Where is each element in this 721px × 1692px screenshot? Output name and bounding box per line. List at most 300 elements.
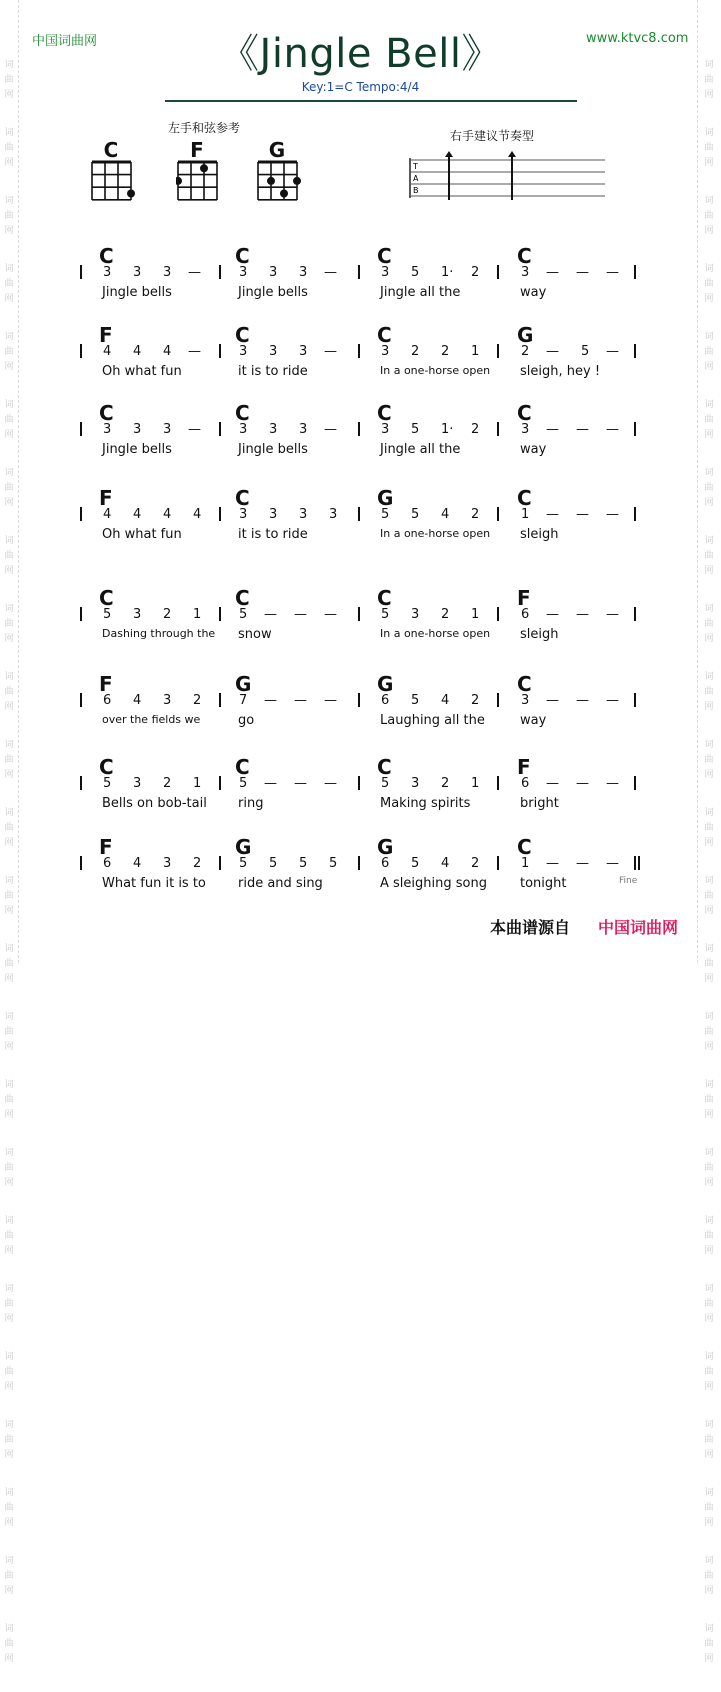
footer-source-label: 本曲谱源自 [490,918,571,937]
lyric: Making spirits [380,796,471,811]
measure-chord: C [377,755,392,779]
watermark-char: 曲 [4,75,14,85]
barline [80,344,82,358]
note: 4 [441,507,450,522]
measure-chord: C [377,323,392,347]
note: 2 [193,693,202,708]
note: 5 [239,776,248,791]
watermark-char: 网 [704,1654,714,1664]
watermark-char: 词 [704,1556,714,1566]
watermark-char: 曲 [704,75,714,85]
note: 1 [193,607,202,622]
string-label-a: A [413,174,419,183]
watermark-char: 网 [704,1042,714,1052]
barline [634,265,636,279]
note: — [324,607,337,622]
note: 3 [239,422,248,437]
watermark-char: 曲 [4,143,14,153]
barline [497,422,499,436]
measure-chord: F [99,672,113,696]
measure-chord: C [517,835,532,859]
note: 5 [381,507,390,522]
watermark-char: 曲 [704,755,714,765]
barline [219,265,221,279]
watermark-char: 曲 [4,823,14,833]
note: 1· [441,265,454,280]
watermark-char: 词 [704,1352,714,1362]
watermark-char: 曲 [704,1503,714,1513]
watermark-char: 词 [4,1284,14,1294]
watermark-char: 网 [704,1110,714,1120]
note: 4 [103,507,112,522]
note: 1 [521,856,530,871]
note: — [264,693,277,708]
measure-chord: C [377,244,392,268]
note: — [188,265,201,280]
barline [634,693,636,707]
barline [358,507,360,521]
barline [634,507,636,521]
note: — [324,422,337,437]
barline [80,776,82,790]
barline [219,344,221,358]
note: 2 [471,422,480,437]
watermark-char: 词 [4,1624,14,1634]
watermark-char: 曲 [704,211,714,221]
watermark-char: 词 [704,1624,714,1634]
note: 3 [269,344,278,359]
watermark-char: 词 [704,400,714,410]
watermark-char: 曲 [4,1435,14,1445]
note: — [294,607,307,622]
note: 5 [411,265,420,280]
watermark-char: 词 [4,876,14,886]
note: — [576,607,589,622]
measure-chord: C [517,401,532,425]
watermark-char: 词 [704,1012,714,1022]
lyric: In a one-horse open [380,527,491,540]
barline [634,422,636,436]
fretboard-grid [256,160,306,204]
barline [497,607,499,621]
watermark-char: 网 [4,1110,14,1120]
barline [497,507,499,521]
watermark-char: 词 [704,468,714,478]
watermark-char: 网 [704,770,714,780]
finger-dot [267,177,275,185]
watermark-char: 词 [4,60,14,70]
note: — [576,507,589,522]
lyric: sleigh [520,627,559,642]
note: 3 [133,265,142,280]
fretboard-grid [90,160,140,204]
note: — [606,607,619,622]
barline [634,607,636,621]
measure-chord: G [235,672,252,696]
watermark-char: 网 [4,226,14,236]
note: — [546,693,559,708]
note: 3 [329,507,338,522]
note: 3 [163,265,172,280]
watermark-char: 曲 [704,347,714,357]
note: 6 [103,693,112,708]
watermark-char: 词 [4,1420,14,1430]
barline [358,856,360,870]
note: 3 [239,265,248,280]
watermark-char: 曲 [4,1299,14,1309]
chord-diagram-name: F [190,138,204,162]
note: 5 [581,344,590,359]
note: — [576,776,589,791]
note: 2 [163,776,172,791]
lyric: snow [238,627,272,642]
note: — [294,693,307,708]
note: 2 [471,265,480,280]
watermark-char: 词 [704,1420,714,1430]
note: 3 [239,507,248,522]
note: — [546,776,559,791]
watermark-char: 词 [704,332,714,342]
finger-dot [293,177,301,185]
barline [497,344,499,358]
lyric: it is to ride [238,364,308,379]
lyric: In a one-horse open [380,627,491,640]
watermark-char: 词 [4,196,14,206]
watermark-char: 网 [4,1518,14,1528]
watermark-char: 网 [4,498,14,508]
watermark-char: 网 [4,90,14,100]
watermark-char: 曲 [704,1027,714,1037]
left-dashed-border [18,0,19,963]
measure-chord: F [99,323,113,347]
string-label-b: B [413,186,419,195]
rhythm-ref-caption: 右手建议节奏型 [450,129,535,143]
footer-source-site[interactable]: 中国词曲网 [598,918,679,937]
watermark-char: 网 [704,1178,714,1188]
note: — [264,776,277,791]
watermark-char: 网 [4,1314,14,1324]
watermark-char: 曲 [4,415,14,425]
watermark-char: 词 [704,1284,714,1294]
watermark-char: 曲 [4,347,14,357]
note: 1 [471,776,480,791]
note: 3 [411,776,420,791]
note: — [606,265,619,280]
note: 5 [381,776,390,791]
note: — [576,693,589,708]
lyric: Dashing through the [102,627,216,640]
measure-chord: C [377,401,392,425]
barline [497,776,499,790]
barline [80,507,82,521]
watermark-char: 曲 [704,1231,714,1241]
watermark-char: 网 [704,634,714,644]
chord-diagram-g [256,140,306,208]
note: — [576,856,589,871]
watermark-char: 曲 [4,1027,14,1037]
rhythm-staff-diagram [405,148,610,203]
watermark-char: 网 [704,294,714,304]
note: 4 [133,344,142,359]
measure-chord: F [517,755,531,779]
string-label-t: T [413,162,418,171]
lyric: Jingle all the [380,285,461,300]
note: 1· [441,422,454,437]
barline [80,856,82,870]
lyric: Jingle bells [238,285,308,300]
lyric: bright [520,796,559,811]
note: 2 [441,776,450,791]
fretboard-grid [176,160,226,204]
watermark-char: 曲 [4,483,14,493]
watermark-char: 网 [704,226,714,236]
finger-dot [280,190,288,198]
watermark-char: 网 [704,906,714,916]
barline [358,776,360,790]
note: 3 [163,856,172,871]
note: — [546,344,559,359]
site-name-left[interactable]: 中国词曲网 [32,34,98,49]
note: — [546,507,559,522]
note: — [606,693,619,708]
watermark-char: 词 [4,672,14,682]
lyric: In a one-horse open [380,364,491,377]
watermark-char: 网 [704,498,714,508]
note: 5 [239,607,248,622]
watermark-char: 词 [704,536,714,546]
site-url-right[interactable]: www.ktvc8.com [586,31,689,46]
watermark-char: 曲 [4,1367,14,1377]
note: 3 [299,265,308,280]
note: — [606,422,619,437]
watermark-char: 网 [4,158,14,168]
note: — [546,265,559,280]
measure-chord: C [235,755,250,779]
watermark-char: 网 [4,634,14,644]
watermark-right [703,60,715,1692]
watermark-char: 曲 [704,891,714,901]
measure-chord: C [99,755,114,779]
note: 3 [381,344,390,359]
note: 5 [411,507,420,522]
watermark-char: 曲 [704,619,714,629]
note: 1 [193,776,202,791]
watermark-char: 曲 [704,279,714,289]
lyric: over the fields we [102,713,201,726]
measure-chord: C [377,586,392,610]
watermark-char: 词 [4,536,14,546]
barline [219,607,221,621]
measure-chord: F [99,486,113,510]
note: 1 [471,344,480,359]
watermark-char: 网 [4,1042,14,1052]
note: 3 [133,422,142,437]
watermark-char: 网 [704,702,714,712]
lyric: way [520,442,547,457]
measure-chord: F [99,835,113,859]
watermark-char: 网 [4,770,14,780]
measure-chord: C [235,401,250,425]
note: 2 [441,607,450,622]
note: 3 [103,265,112,280]
watermark-char: 网 [4,906,14,916]
watermark-char: 词 [4,128,14,138]
note: 3 [163,422,172,437]
watermark-char: 网 [4,1178,14,1188]
barline [219,422,221,436]
barline [80,693,82,707]
watermark-char: 网 [704,1518,714,1528]
barline [219,507,221,521]
watermark-char: 网 [4,1246,14,1256]
measure-chord: G [235,835,252,859]
chord-diagram-c [90,140,140,208]
lyric: Bells on bob-tail [102,796,207,811]
note: — [606,776,619,791]
note: — [188,422,201,437]
barline [497,693,499,707]
watermark-char: 曲 [704,1571,714,1581]
right-dashed-border [697,0,698,963]
note: 5 [269,856,278,871]
lyric: Jingle all the [380,442,461,457]
watermark-char: 词 [704,808,714,818]
note: — [546,422,559,437]
watermark-char: 词 [4,808,14,818]
watermark-char: 词 [4,400,14,410]
note: 4 [163,344,172,359]
note: 7 [239,693,248,708]
note: — [606,507,619,522]
watermark-char: 曲 [4,1095,14,1105]
watermark-char: 词 [4,332,14,342]
watermark-char: 曲 [704,1299,714,1309]
watermark-char: 词 [4,740,14,750]
measure-chord: G [377,672,394,696]
note: 3 [521,422,530,437]
note: 4 [193,507,202,522]
lyric: Jingle bells [102,285,172,300]
note: 1 [521,507,530,522]
watermark-char: 网 [704,1450,714,1460]
lyric: A sleighing song [380,876,487,891]
barline [497,265,499,279]
watermark-char: 网 [4,1382,14,1392]
watermark-char: 词 [704,196,714,206]
watermark-char: 词 [704,604,714,614]
watermark-char: 网 [704,838,714,848]
page-title: 《Jingle Bell》 [219,31,502,77]
note: 6 [103,856,112,871]
note: 2 [163,607,172,622]
watermark-char: 词 [704,264,714,274]
chord-diagram-name: C [103,138,119,162]
watermark-char: 词 [704,1148,714,1158]
watermark-char: 词 [4,1352,14,1362]
watermark-char: 词 [4,1488,14,1498]
watermark-left [3,60,15,1692]
note: — [264,607,277,622]
chord-ref-caption: 左手和弦参考 [168,121,241,135]
measure-chord: C [517,672,532,696]
watermark-char: 词 [704,1216,714,1226]
note: 4 [133,856,142,871]
watermark-char: 词 [704,1080,714,1090]
watermark-char: 网 [4,430,14,440]
watermark-char: 曲 [704,1367,714,1377]
measure-chord: F [517,586,531,610]
note: 3 [299,507,308,522]
watermark-char: 词 [4,1556,14,1566]
watermark-char: 曲 [704,551,714,561]
note: 3 [521,693,530,708]
key-tempo: Key:1=C Tempo:4/4 [301,80,420,94]
watermark-char: 曲 [4,1231,14,1241]
lyric: Laughing all the [380,713,485,728]
note: 2 [411,344,420,359]
note: 6 [521,607,530,622]
note: 4 [133,693,142,708]
watermark-char: 网 [704,566,714,576]
note: 3 [269,507,278,522]
watermark-char: 词 [704,740,714,750]
note: 1 [471,607,480,622]
barline [80,422,82,436]
note: — [576,422,589,437]
watermark-char: 网 [704,974,714,984]
watermark-char: 词 [4,264,14,274]
note: 2 [471,693,480,708]
measure-chord: G [517,323,534,347]
watermark-char: 曲 [704,823,714,833]
watermark-char: 词 [704,60,714,70]
watermark-char: 词 [704,1488,714,1498]
barline [358,607,360,621]
watermark-char: 网 [4,974,14,984]
measure-chord: C [235,486,250,510]
measure-chord: C [517,244,532,268]
watermark-char: 网 [704,90,714,100]
barline [358,422,360,436]
note: 6 [381,693,390,708]
note: 5 [103,776,112,791]
note: 2 [441,344,450,359]
barline [358,344,360,358]
barline [219,856,221,870]
note: — [324,265,337,280]
watermark-char: 曲 [4,619,14,629]
final-barline [634,856,636,870]
note: 4 [441,693,450,708]
watermark-char: 曲 [704,143,714,153]
fine-mark: Fine [619,876,638,886]
note: 5 [411,693,420,708]
lyric: Jingle bells [238,442,308,457]
note: 5 [381,607,390,622]
watermark-char: 曲 [704,959,714,969]
barline [219,776,221,790]
watermark-char: 曲 [4,1639,14,1649]
watermark-char: 曲 [4,551,14,561]
note: 4 [441,856,450,871]
title-underline [165,100,577,102]
watermark-char: 曲 [704,1435,714,1445]
note: 3 [269,422,278,437]
note: 5 [329,856,338,871]
note: 5 [411,856,420,871]
watermark-char: 曲 [4,959,14,969]
watermark-char: 网 [4,1586,14,1596]
